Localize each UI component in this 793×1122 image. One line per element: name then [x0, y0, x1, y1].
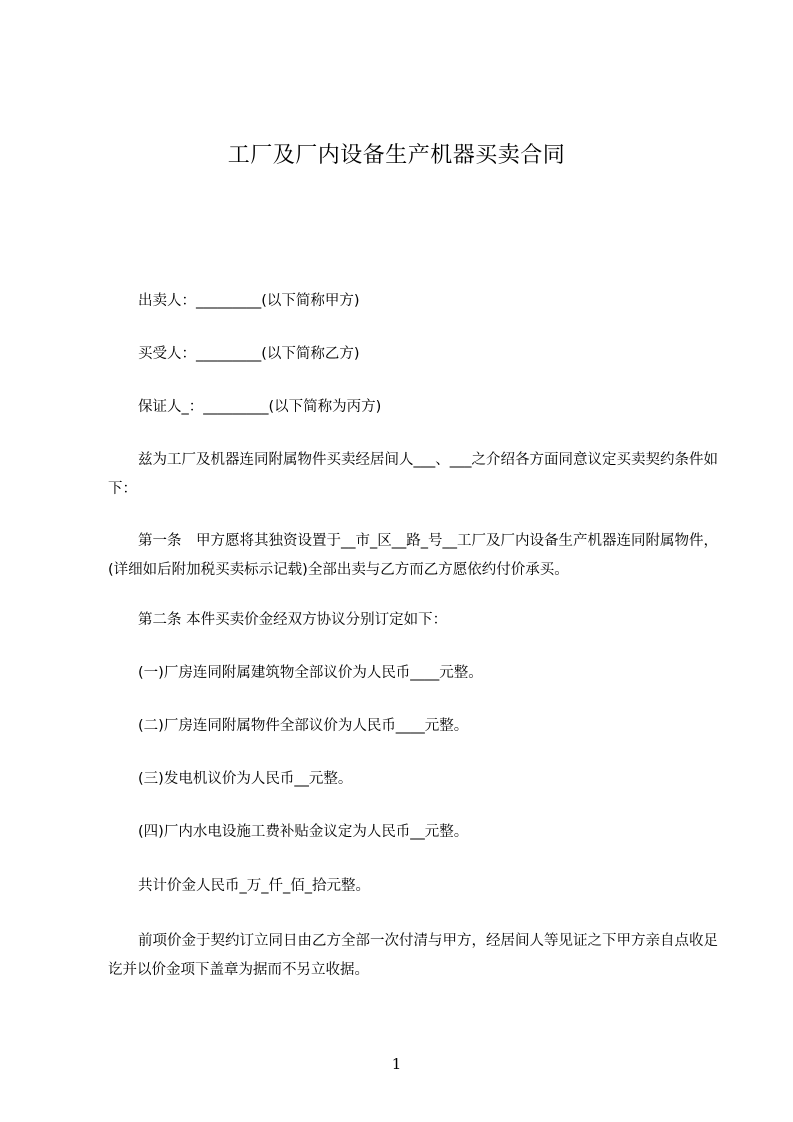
document-title: 工厂及厂内设备生产机器买卖合同	[227, 143, 566, 168]
guarantor-line: 保证人_：_________(以下简称为丙方)	[138, 399, 382, 415]
total-price-line: 共计价金人民币_万_仟_佰_拾元整。	[138, 878, 370, 894]
page-number: 1	[391, 1055, 402, 1073]
intro-paragraph: 兹为工厂及机器连同附属物件买卖经居间人___、___之介绍各方面同意议定买卖契约条件如下：	[108, 452, 718, 497]
buyer-line: 买受人：_________(以下简称乙方)	[138, 346, 360, 362]
price-item-2: (二)厂房连同附属物件全部议价为人民币____元整。	[138, 718, 469, 734]
article-2-heading: 第二条 本件买卖价金经双方协议分别订定如下：	[138, 612, 448, 628]
payment-paragraph: 前项价金于契约订立同日由乙方全部一次付清与甲方，经居间人等见证之下甲方亲自点收足讫并以价金项下盖章为据而不另立收据。	[108, 933, 718, 978]
seller-line: 出卖人：_________(以下简称甲方)	[138, 293, 360, 309]
price-item-1: (一)厂房连同附属建筑物全部议价为人民币____元整。	[138, 665, 483, 681]
price-item-3: (三)发电机议价为人民币__元整。	[138, 771, 353, 787]
article-1-paragraph: 第一条 甲方愿将其独资设置于__市_区__路_号__工厂及厂内设备生产机器连同附属物件，(详细如后附加税买卖标示记载)全部出卖与乙方而乙方愿依约付价承买。	[108, 533, 718, 578]
price-item-4: (四)厂内水电设施工费补贴金议定为人民币__元整。	[138, 824, 469, 840]
